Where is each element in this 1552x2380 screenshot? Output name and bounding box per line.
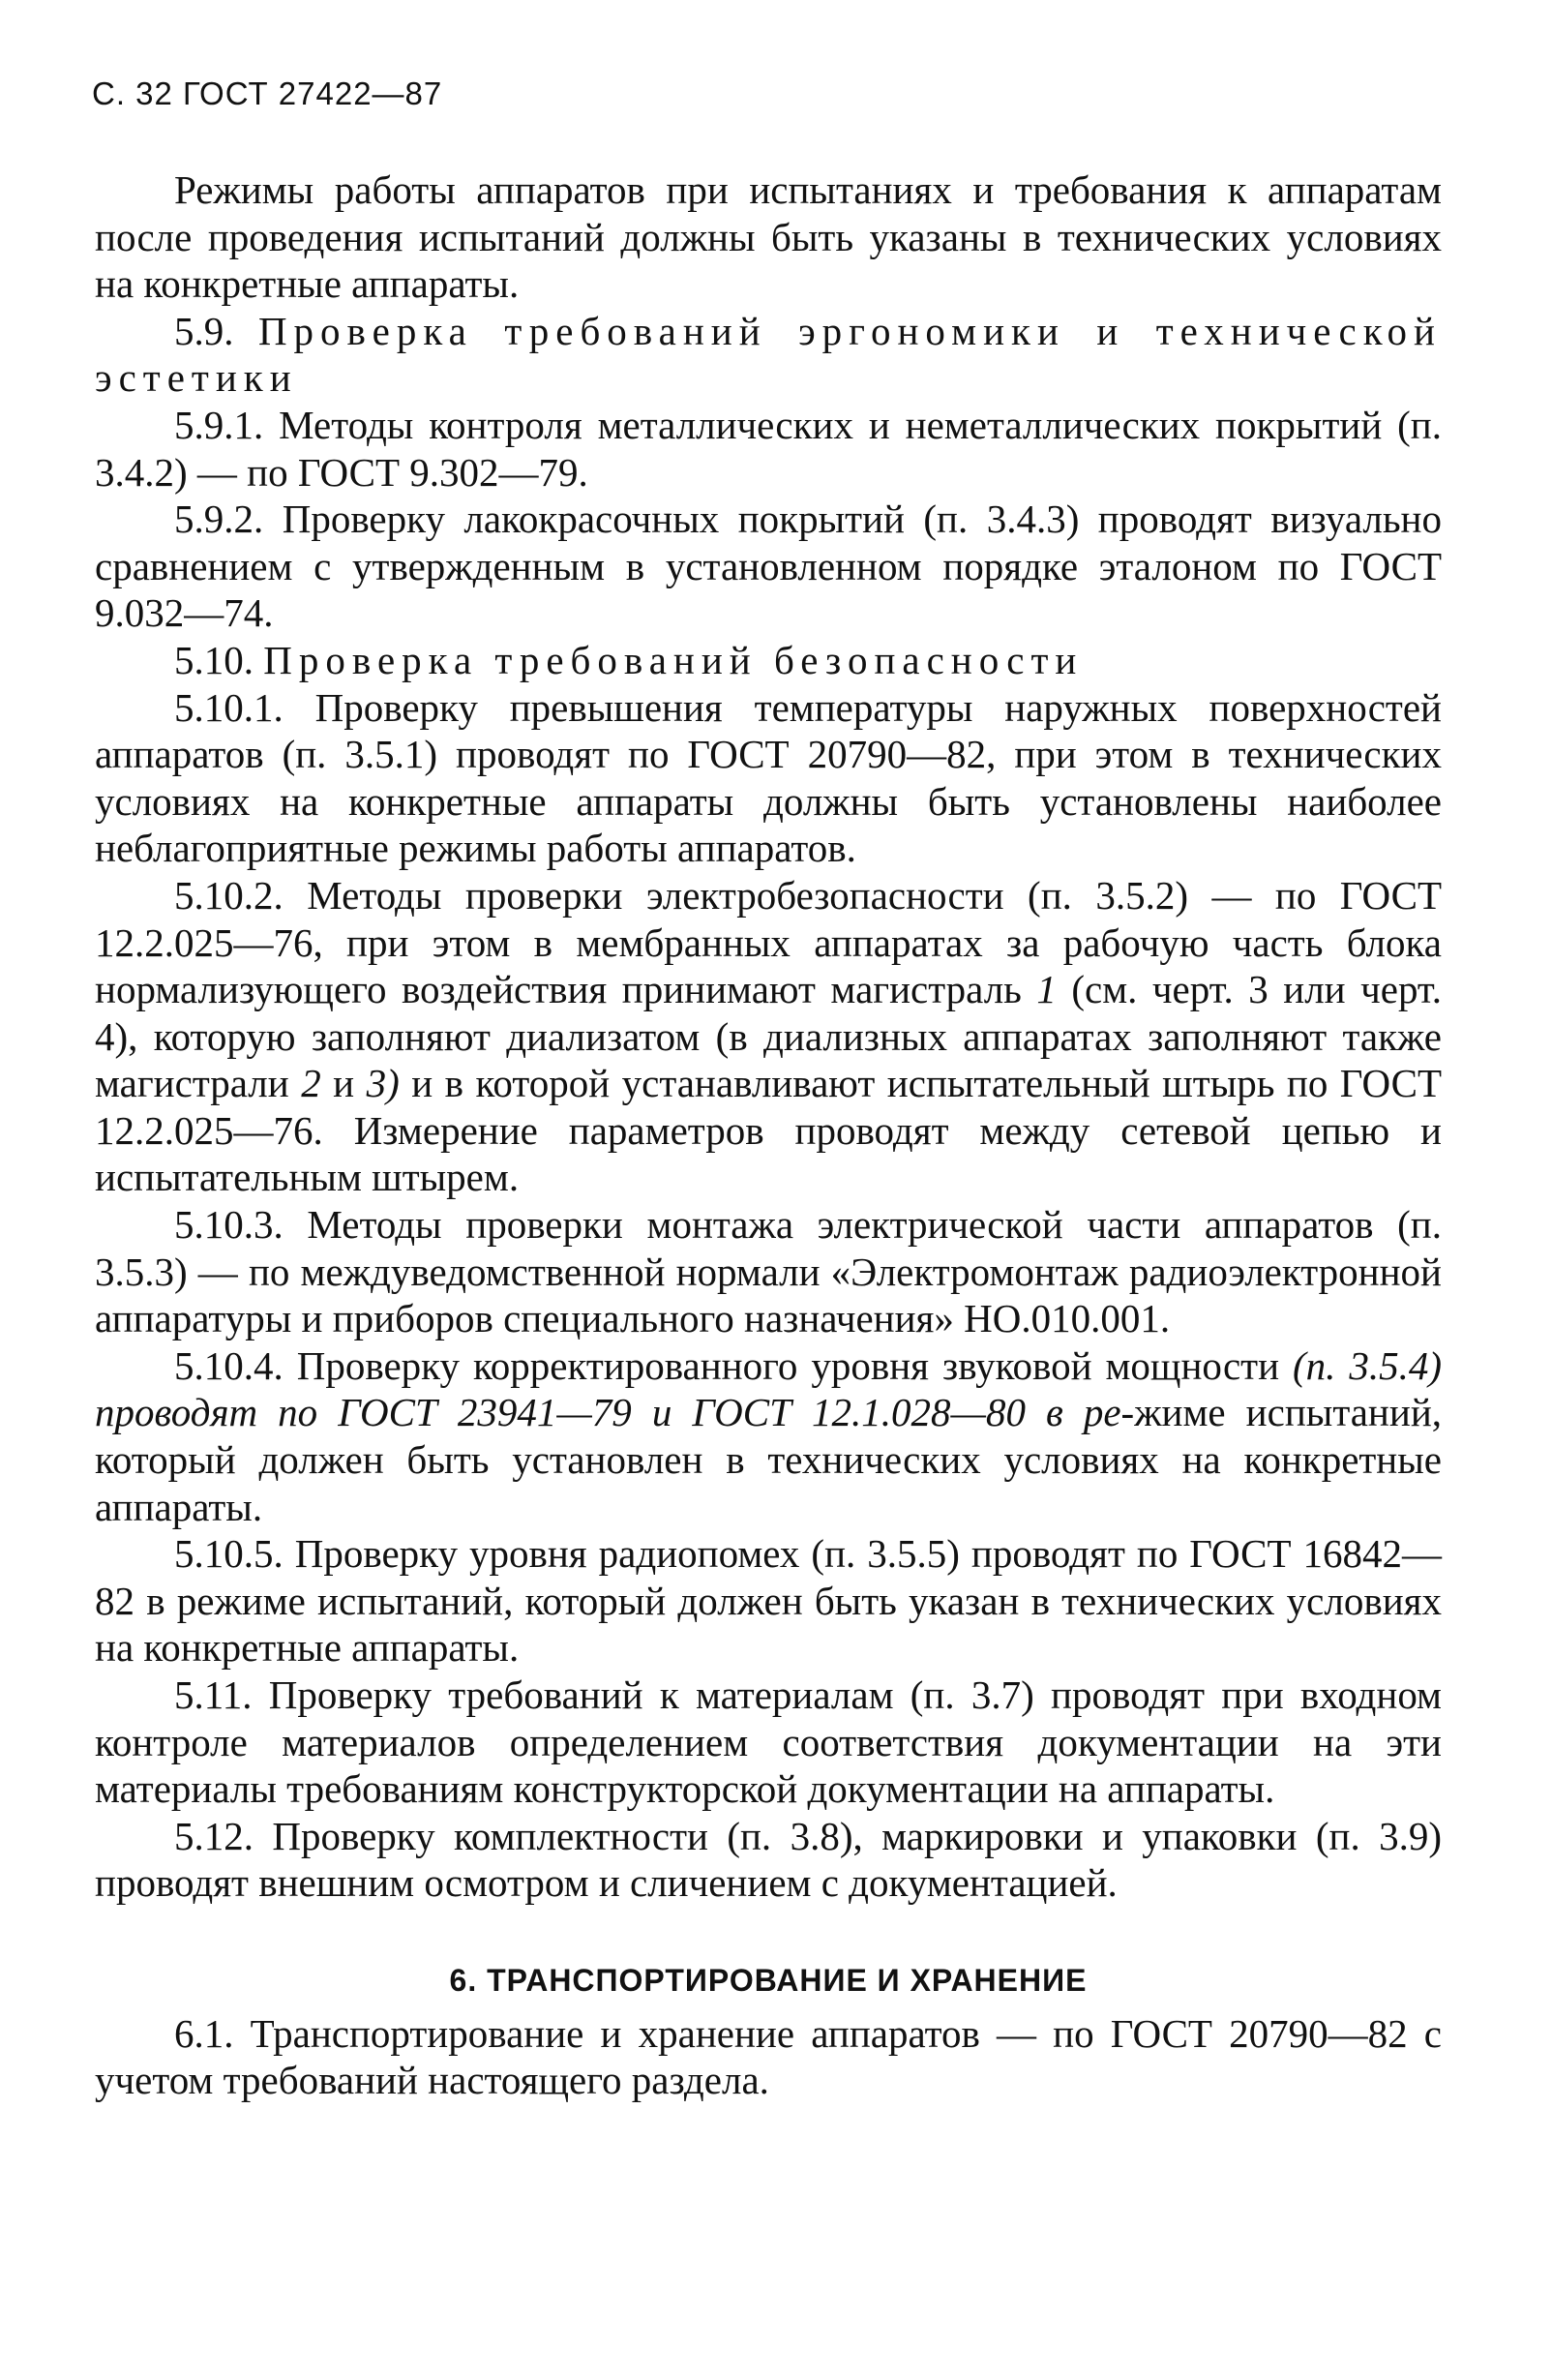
- italic-text-segment: (п. 3.5.4) проводят по ГОСТ 23941—79 и ГОСТ 12.1.028—80 в ре-: [95, 1342, 1443, 1435]
- text-segment: (см. черт. 3 или черт. 4), которую заполняют диализатом (в диализных аппаратах заполняют также магистрали: [95, 967, 1442, 1106]
- paragraph-5-9-1: 5.9.1. Методы контроля металлических и неметаллических покрытий (п. 3.4.2) — по ГОСТ 9.302—79.: [95, 402, 1442, 495]
- text-segment: 5.10.4. Проверку корректированного уровня звуковой мощности: [174, 1342, 1280, 1388]
- paragraph-5-9-2: 5.9.2. Проверку лакокрасочных покрытий (п. 3.4.3) проводят визуально сравнением с утвержденным в установленном порядке эталоном по ГОСТ 9.032—74.: [95, 497, 1442, 636]
- section-5-10-heading: [95, 637, 1442, 684]
- paragraph-5-10-5: 5.10.5. Проверку уровня радиопомех (п. 3.5.5) проводят по ГОСТ 16842—82 в режиме испытаний, который должен быть указан в технических условиях на конкретные аппараты.: [95, 1531, 1442, 1671]
- paragraph-test-regimes: Режимы работы аппаратов при испытаниях и требования к аппаратам после проведения испытаний должны быть указаны в технических условиях на конкретные аппараты.: [95, 167, 1442, 307]
- document-body: [95, 166, 1442, 2104]
- paragraph-5-10-3: 5.10.3. Методы проверки монтажа электрической части аппаратов (п. 3.5.3) — по междуведомственной нормали «Электромонтаж радиоэлектронной аппаратуры и приборов специального назначения» НО.010.001.: [95, 1202, 1442, 1341]
- section-number: 5.9.: [174, 308, 234, 353]
- paragraph-5-10-2: [95, 872, 1442, 1201]
- section-5-9-heading: [95, 308, 1442, 402]
- line-number-ref: 2: [301, 1061, 321, 1106]
- section-title: Проверка требований эргономики и технической эстетики: [95, 308, 1442, 401]
- text-segment: 5.10.2. Методы проверки электробезопасности (п. 3.5.2) — по ГОСТ 12.2.025—76, при этом в мембранных аппаратах за рабочую часть блока нормализующего воздействия принимают магистраль: [95, 872, 1442, 1012]
- paragraph-5-12: 5.12. Проверку комплектности (п. 3.8), маркировки и упаковки (п. 3.9) проводят внешним осмотром и сличением с документацией.: [95, 1813, 1442, 1906]
- section-number: 5.10.: [174, 637, 254, 682]
- line-number-ref: 1: [1036, 967, 1057, 1012]
- text-segment: жиме испытаний, который должен быть установлен в технических условиях на конкретные аппараты.: [95, 1390, 1443, 1529]
- paragraph-6-1: 6.1. Транспортирование и хранение аппаратов — по ГОСТ 20790—82 с учетом требований настоящего раздела.: [95, 2010, 1442, 2103]
- section-title: Проверка требований безопасности: [263, 637, 1084, 682]
- page-header: С. 32 ГОСТ 27422—87: [92, 75, 443, 111]
- section-6-heading: 6. ТРАНСПОРТИРОВАНИЕ И ХРАНЕНИЕ: [449, 1962, 1088, 1998]
- paragraph-5-10-4: [95, 1342, 1442, 1530]
- text-segment: и в которой устанавливают испытательный штырь по ГОСТ 12.2.025—76. Измерение параметров проводят между сетевой цепью и испытательным штырем.: [95, 1061, 1442, 1200]
- line-number-ref: 3): [366, 1061, 400, 1106]
- paragraph-5-10-1: 5.10.1. Проверку превышения температуры наружных поверхностей аппаратов (п. 3.5.1) проводят по ГОСТ 20790—82, при этом в технических условиях на конкретные аппараты должны быть установлены наиболее неблагоприятные режимы работы аппаратов.: [95, 684, 1442, 871]
- paragraph-5-11: 5.11. Проверку требований к материалам (п. 3.7) проводят при входном контроле материалов определением соответствия документации на эти материалы требованиям конструкторской документации на аппараты.: [95, 1672, 1442, 1812]
- text-segment: и: [333, 1061, 355, 1106]
